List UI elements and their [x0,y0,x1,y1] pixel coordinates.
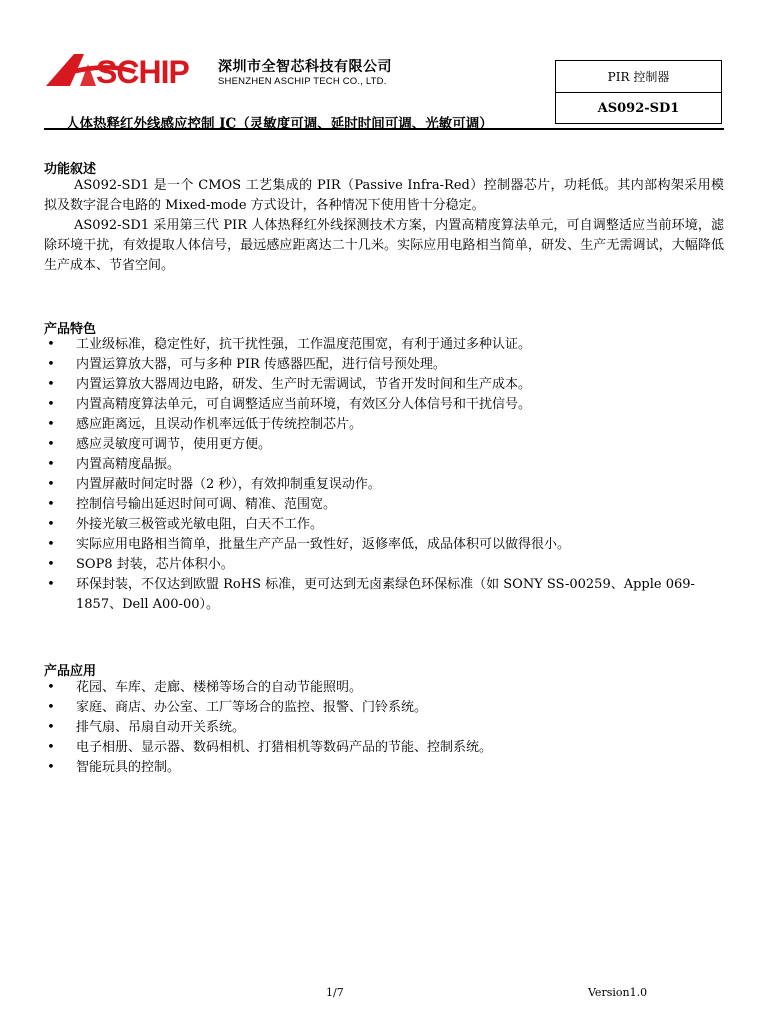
company-name-cn: 深圳市全智芯科技有限公司 [218,59,392,75]
bullet-icon: • [47,537,55,552]
product-category: PIR 控制器 [607,70,670,84]
bullet-icon: • [47,517,55,532]
applications-list [44,678,734,778]
list-item: • 智能玩具的控制。 [44,758,734,778]
list-item: • 家庭、商店、办公室、工厂等场合的监控、报警、门铃系统。 [44,698,734,718]
bullet-icon: • [47,457,55,472]
product-info-box [555,60,722,124]
bullet-icon: • [47,497,55,512]
bullet-icon: • [47,740,55,755]
list-item: • 内置高精度晶振。 [44,455,734,475]
bullet-icon: • [47,437,55,452]
applications-title: 产品应用 [44,664,97,679]
list-item: • 排气扇、吊扇自动开关系统。 [44,718,734,738]
list-item: • 实际应用电路相当简单，批量生产产品一致性好，返修率低，成品体积可以做得很小。 [44,535,734,555]
company-name-en: SHENZHEN ASCHIP TECH CO., LTD. [218,76,387,87]
bullet-icon: • [47,357,55,372]
document-version: Version1.0 [588,986,648,999]
aschip-logo-icon [44,50,214,90]
company-logo [44,50,214,90]
overview-paragraph-2 [44,216,724,276]
list-item: • 感应灵敏度可调节，使用更方便。 [44,435,734,455]
bullet-icon: • [47,557,55,572]
list-item: • 内置运算放大器，可与多种 PIR 传感器匹配，进行信号预处理。 [44,355,734,375]
list-item: • 感应距离远，且误动作机率远低于传统控制芯片。 [44,415,734,435]
list-item: • 环保封装，不仅达到欧盟 RoHS 标准，更可达到无卤素绿色环保标准（如 SONY SS-00259、Apple 069-1857、Dell A00-00）。 [44,575,734,615]
list-item: • SOP8 封装，芯片体积小。 [44,555,734,575]
bullet-icon: • [47,337,55,352]
bullet-icon: • [47,760,55,775]
bullet-icon: • [47,700,55,715]
bullet-icon: • [47,680,55,695]
bullet-icon: • [47,477,55,492]
list-item: • 控制信号输出延迟时间可调、精准、范围宽。 [44,495,734,515]
bullet-icon: • [47,397,55,412]
list-item: • 外接光敏三极管或光敏电阻，白天不工作。 [44,515,734,535]
document-title: 人体热释红外线感应控制 IC（灵敏度可调、延时时间可调、光敏可调） [66,116,493,132]
features-title: 产品特色 [44,322,97,337]
svg-text:SCHIP: SCHIP [96,54,189,90]
list-item: • 内置运算放大器周边电路，研发、生产时无需调试，节省开发时间和生产成本。 [44,375,734,395]
bullet-icon: • [47,377,55,392]
part-number: AS092-SD1 [556,92,721,124]
list-item: • 工业级标准，稳定性好，抗干扰性强，工作温度范围宽，有利于通过多种认证。 [44,335,734,355]
bullet-icon: • [47,720,55,735]
overview-text-2: AS092-SD1 采用第三代 PIR 人体热释红外线探测技术方案，内置高精度算法单元，可自调整适应当前环境，滤除环境干扰，有效提取人体信号，最远感应距离达二十几米。实际应用电路相当简单，研发、生产无需调试，大幅降低生产成本、节省空间。 [44,218,724,273]
list-item: • 电子相册、显示器、数码相机、打猎相机等数码产品的节能、控制系统。 [44,738,734,758]
header-divider [44,128,724,130]
features-list [44,335,734,615]
bullet-icon: • [47,417,55,432]
bullet-icon: • [47,577,55,592]
list-item: • 内置高精度算法单元，可自调整适应当前环境，有效区分人体信号和干扰信号。 [44,395,734,415]
list-item: • 内置屏蔽时间定时器（2 秒），有效抑制重复误动作。 [44,475,734,495]
overview-paragraph-1 [44,176,724,216]
overview-title: 功能叙述 [44,162,97,177]
page-number: 1/7 [326,986,344,999]
overview-text-1: AS092-SD1 是一个 CMOS 工艺集成的 PIR（Passive Infra-Red）控制器芯片，功耗低。其内部构架采用模拟及数字混合电路的 Mixed-mode 方式设计，各种情况下使用皆十分稳定。 [44,178,724,213]
list-item: • 花园、车库、走廊、楼梯等场合的自动节能照明。 [44,678,734,698]
